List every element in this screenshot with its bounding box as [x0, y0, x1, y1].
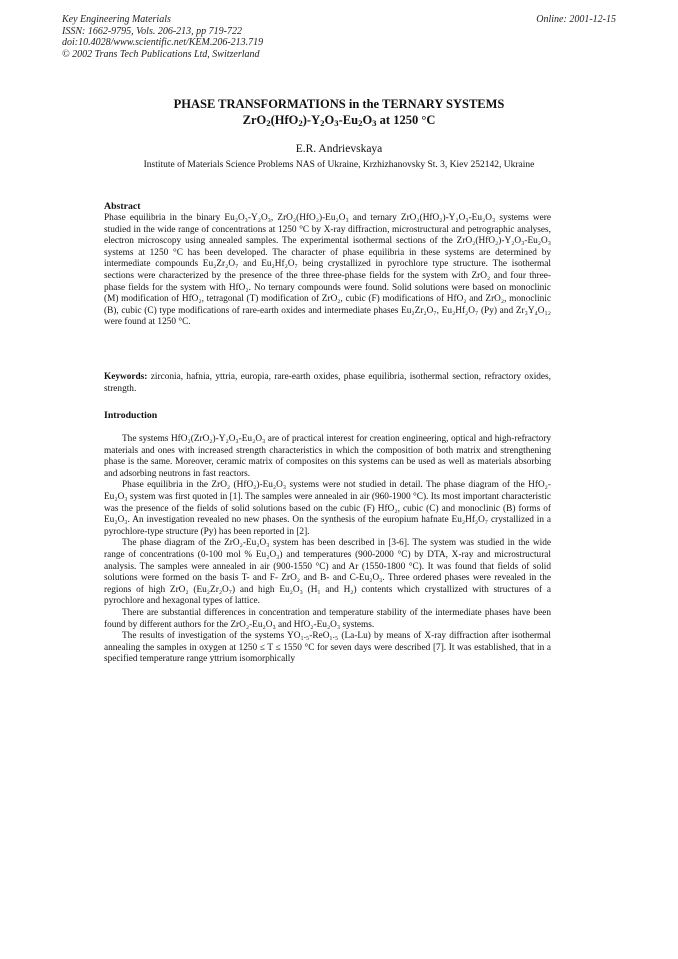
- online-date: Online: 2001-12-15: [536, 14, 616, 25]
- intro-paragraph-1: The systems HfO₂(ZrO₂)-Y₂O₃-Eu₂O₃ are of practical interest for creation engineering, optical and high-refractory materials and ones with increased strength characteristics in which the composition of both matrix and strengthening phase is the same. Moreover, ceramic matrix of composites on this systems can be used as well as materials absorbing and adsorbing neutrons in fast reactors.: [104, 434, 551, 479]
- introduction-section: [104, 410, 551, 666]
- title-line-1: PHASE TRANSFORMATIONS in the TERNARY SYSTEMS: [173, 97, 505, 111]
- journal-name: Key Engineering Materials: [62, 14, 171, 25]
- introduction-heading: Introduction: [104, 410, 158, 421]
- abstract-section: [104, 201, 551, 329]
- abstract-text: Phase equilibria in the binary Eu₂O₃-Y₂O₃, ZrO₂(HfO₂)-Eu₂O₃ and ternary ZrO₂(HfO₂)-Y₂O₃-Eu₂O₃ systems were studied in the wide range of concentrations at 1250 °C by X-ray diffraction, microstructural and petrographic analyses, electron microscopy using annealed samples. The experimental isothermal sections of the ZrO₂(HfO₂)-Y₂O₃-Eu₂O₃ systems at 1250 °C has been developed. The character of phase equilibria in these systems are determined by intermediate compounds Eu₂Zr₂O₇ and Eu₂Hf₂O₇ being crystallized in pyrochlore type structure. The isothermal sections were characterized by the presence of the three three-phase fields for the system with ZrO₂ and four three-phase fields for the system with HfO₂. No ternary compounds were found. Solid solutions were based on monoclinic (M) modification of HfO₂, tetragonal (T) modification of ZrO₂, cubic (F) modifications of HfO₂ and ZrO₂, monoclinic (B), cubic (C) type modifications of rare-earth oxides and intermediate phases Eu₂Zr₂O₇, Eu₂Hf₂O₇ (Py) and Zr₃Y₄O₁₂ were found at 1250 °C.: [104, 213, 551, 328]
- paper-title: [62, 96, 616, 128]
- keywords-section: [104, 372, 551, 395]
- keywords-label: Keywords:: [104, 372, 148, 382]
- copyright-line: © 2002 Trans Tech Publications Ltd, Switzerland: [62, 48, 260, 60]
- intro-paragraph-5: The results of investigation of the systems YO₁.₅-ReO₁.₅ (La-Lu) by means of X-ray diffraction after isothermal annealing the samples in oxygen at 1250 ≤ T ≤ 1550 °C for seven days were described [7]. It was established, that in a specified temperature range yttrium isomorphically: [104, 631, 551, 665]
- title-line-2: $ZrO_2(HfO_2)-Y_2O_3-Eu_2O_3$ at 1250 °C: [242, 113, 436, 128]
- journal-header: [62, 14, 263, 60]
- intro-paragraph-4: There are substantial differences in concentration and temperature stability of the intermediate phases have been found by different authors for the ZrO₂-Eu₂O₃ and HfO₂-Eu₂O₃ systems.: [104, 607, 551, 630]
- affiliation: Institute of Materials Science Problems NAS of Ukraine, Krzhizhanovsky St. 3, Kiev 252142, Ukraine: [143, 160, 535, 170]
- doi-line: doi:10.4028/www.scientific.net/KEM.206-213.719: [62, 37, 264, 48]
- keywords-paragraph: [104, 372, 551, 395]
- abstract-heading: Abstract: [104, 201, 141, 212]
- author-name: E.R. Andrievskaya: [295, 143, 383, 155]
- intro-paragraph-3: The phase diagram of the ZrO₂-Eu₂O₃ system has been described in [3-6]. The system was studied in the wide range of concentrations (0-100 mol % Eu₂O₃) and temperatures (900-2000 °C) by DTA, X-ray and microstructural analysis. The samples were annealed in air (900-1550 °C) and Ar (1550-1800 °C). It was found that fields of solid solutions were formed on the basis T- and F- ZrO₂ and B- and C-Eu₂O₃. Three ordered phases were revealed in the regions of high ZrO₂ (Eu₂Zr₂O₇) and high Eu₂O₃ (H₁ and H₂) contents which crystallized with structures of a pyrochlore and hexagonal types of lattice.: [104, 538, 551, 607]
- intro-paragraph-2: Phase equilibria in the ZrO₂ (HfO₂)-Eu₂O₃ systems were not studied in detail. The phase diagram of the HfO₂-Eu₂O₃ system was first quoted in [1]. The samples were annealed in air (960-1900 °C). Its most important characteristic was the presence of the fields of solid solutions based on the cubic (F) HfO₂, cubic (C) and monoclinic (B) forms of Eu₂O₃. An investigation revealed no new phases. On the synthesis of the europium hafnate Eu₂Hf₂O₇ crystallized in a pyrochlore-type structure (Py) has been reported in [2].: [104, 480, 551, 537]
- issn-line: ISSN: 1662-9795, Vols. 206-213, pp 719-722: [62, 25, 242, 37]
- keywords-text: zirconia, hafnia, yttria, europia, rare-earth oxides, phase equilibria, isothermal section, refractory oxides, strength.: [104, 372, 551, 394]
